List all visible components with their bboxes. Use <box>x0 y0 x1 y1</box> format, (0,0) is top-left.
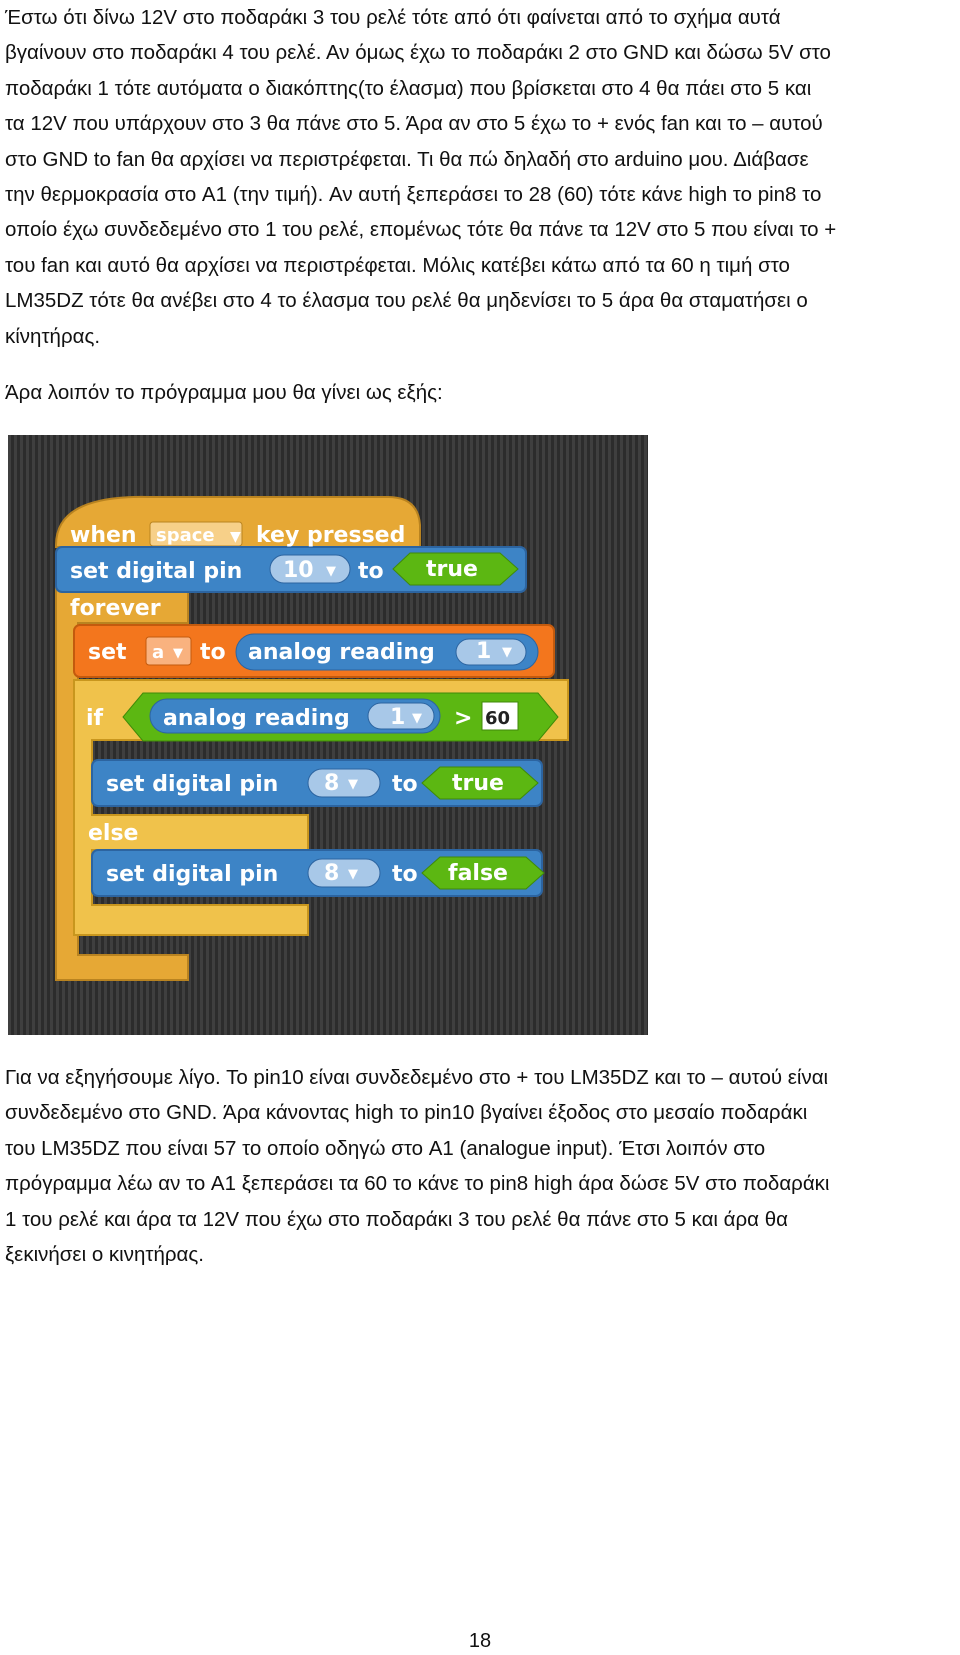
set-pin10-label: set digital pin <box>70 559 243 584</box>
pin8-chevron-down-icon: ▼ <box>348 777 358 792</box>
set-pin8-false-to-label: to <box>392 862 418 887</box>
set-pin10-true-value: true <box>426 557 478 582</box>
pin8-2-chevron-down-icon: ▼ <box>348 867 358 882</box>
pin8-false-value[interactable]: 8 <box>324 861 340 886</box>
var-a-dropdown[interactable]: a <box>152 642 165 663</box>
else-label: else <box>88 821 139 846</box>
set-pin8-false-label: set digital pin <box>106 862 279 887</box>
gt-operator: > <box>454 706 473 731</box>
paragraph-program-intro: Άρα λοιπόν το πρόγραμμα μου θα γίνει ως εξής: <box>5 381 443 404</box>
hat-when-label: when <box>70 523 137 548</box>
cond-analog-label: analog reading <box>163 706 350 731</box>
page-number: 18 <box>468 1630 492 1652</box>
pin10-chevron-down-icon: ▼ <box>326 564 336 579</box>
pin8-slot-2-shape <box>308 859 380 887</box>
pin8-true-value[interactable]: 8 <box>324 771 340 796</box>
set-pin8-true-value: true <box>452 771 504 796</box>
paragraph-program-explanation: Για να εξηγήσουμε λίγο. Το pin10 είναι συνδεδεμένο στο + του LM35DZ και το – αυτού είναι συνδεδεμένο στο GND. Άρα κάνοντας high το pin10 βγαίνει έξοδος στο μεσαίο ποδαράκι του LM35DZ που είναι 57 το οποίο οδηγώ στο A1 (analogue input). Έτσι λοιπόν στο πρόγραμμα λέω αν το A1 ξεπεράσει τα 60 το κάνε το pin8 high άρα δώσε 5V στο ποδαράκι 1 του ρελέ και άρα τα 12V που έχω στο ποδαράκι 3 του ρελέ θα πάνε στο 5 και άρα θα ξεκινήσει ο κινητήρας. <box>5 1066 830 1267</box>
paragraph-relay-explanation: Έστω ότι δίνω 12V στο ποδαράκι 3 του ρελέ τότε από ότι φαίνεται από το σχήμα αυτά βγαίνουν στο ποδαράκι 4 του ρελέ. Αν όμως έχω το ποδαράκι 2 στο GND και δώσω 5V στο ποδαράκι 1 τότε αυτόματα ο διακόπτης(το έλασμα) που βρίσκεται στο 4 θα πάει στο 5 και τα 12V που υπάρχουν στο 3 θα πάνε στο 5. Άρα αν στο 5 έχω το + ενός fan και το – αυτού στο GND to fan θα αρχίσει να περιστρέφεται. Τι θα πώ δηλαδή στο arduino μου. Διάβασε την θερμοκρασία στο A1 (την τιμή). Αν αυτή ξεπεράσει το 28 (60) τότε κάνε high το pin8 το οποίο έχω συνδεδεμένο στο 1 του ρελέ, επομένως τότε θα πάνε τα 12V στο 5 που είναι το + του fan και αυτό θα αρχίσει να περιστρέφεται. Μόλις κατέβει κάτω από τα 60 η τιμή στο LM35DZ τότε θα ανέβει στο 4 το έλασμα του ρελέ θα μηδενίσει το 5 άρα θα σταματήσει ο κίνητήρας. <box>5 6 837 348</box>
pin10-value[interactable]: 10 <box>283 558 314 583</box>
scratch-program-figure <box>8 435 648 1035</box>
set-pin8-true-label: set digital pin <box>106 772 279 797</box>
set-var-label: set <box>88 640 127 665</box>
if-label: if <box>86 706 104 731</box>
cond-pin-chevron-down-icon: ▼ <box>412 711 422 726</box>
set-var-to-label: to <box>200 640 226 665</box>
forever-label: forever <box>70 596 161 621</box>
var-chevron-down-icon: ▼ <box>173 646 183 661</box>
analog-pin-chevron-down-icon: ▼ <box>502 645 512 660</box>
key-chevron-down-icon: ▼ <box>230 529 241 545</box>
set-pin10-to-label: to <box>358 559 384 584</box>
hat-pressed-label: key pressed <box>256 523 406 548</box>
cond-pin-value[interactable]: 1 <box>390 705 406 730</box>
hat-key-dropdown[interactable]: space <box>156 525 215 546</box>
set-pin8-false-value: false <box>448 861 508 886</box>
analog-pin-value[interactable]: 1 <box>476 639 492 664</box>
pin8-slot-shape <box>308 769 380 797</box>
set-pin8-true-to-label: to <box>392 772 418 797</box>
scratch-blocks-svg <box>8 435 648 1035</box>
set-var-analog-label: analog reading <box>248 640 435 665</box>
threshold-value[interactable]: 60 <box>485 708 511 729</box>
